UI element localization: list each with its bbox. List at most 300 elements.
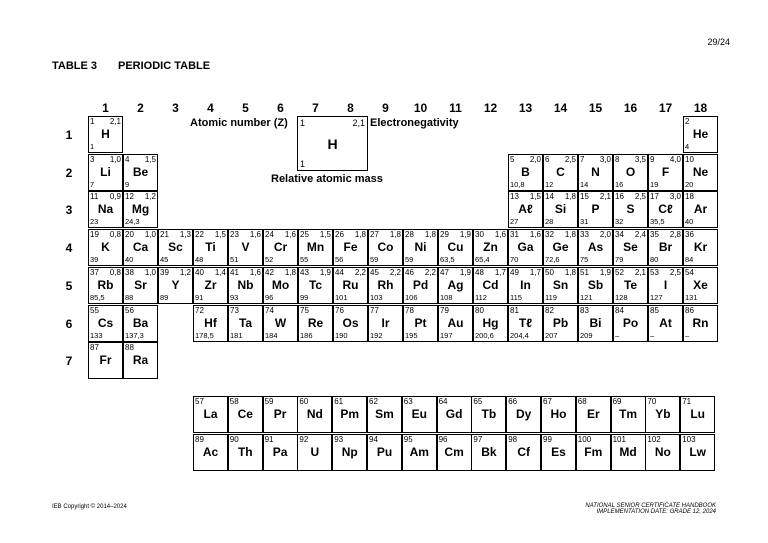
element-cell-Er xyxy=(576,396,611,433)
element-cell-Xe xyxy=(683,267,718,304)
atomic-mass: 115 xyxy=(510,292,522,302)
atomic-mass: 4 xyxy=(685,142,690,151)
atomic-number-label: Atomic number (Z) xyxy=(190,117,288,129)
element-cell-Be xyxy=(123,154,158,191)
atomic-mass: 101 xyxy=(335,292,348,302)
electronegativity: 2,0 xyxy=(529,154,541,164)
atomic-mass: 131 xyxy=(685,292,698,302)
element-symbol: Ir xyxy=(381,315,390,330)
atomic-number: 60 xyxy=(299,397,309,406)
element-cell-Ag xyxy=(438,267,473,304)
element-cell-Ru xyxy=(333,267,368,304)
atomic-number: 5 xyxy=(510,154,515,164)
element-symbol: Cu xyxy=(447,240,464,255)
atomic-number: 44 xyxy=(335,267,344,277)
element-symbol: Nd xyxy=(306,407,323,421)
atomic-number: 63 xyxy=(403,397,413,406)
atomic-number: 12 xyxy=(125,192,134,202)
electronegativity: 1,8 xyxy=(564,230,576,240)
element-cell-Cℓ xyxy=(648,191,683,228)
element-cell-Ce xyxy=(228,396,263,433)
period-number-6: 6 xyxy=(65,316,73,331)
element-cell-Ga xyxy=(508,229,543,266)
element-cell-Pa xyxy=(263,434,298,471)
atomic-mass: 209 xyxy=(580,330,593,340)
atomic-mass: 112 xyxy=(475,292,487,302)
element-symbol: Aℓ xyxy=(518,202,533,217)
atomic-number: 53 xyxy=(650,267,659,277)
element-cell-Fe xyxy=(333,229,368,266)
element-symbol: Pd xyxy=(412,277,429,292)
group-number-5: 5 xyxy=(242,101,249,115)
atomic-mass: 14 xyxy=(580,179,589,189)
element-cell-Hf xyxy=(193,305,228,342)
electronegativity: 1,3 xyxy=(179,230,191,240)
element-symbol: Xe xyxy=(693,277,708,292)
element-symbol: Th xyxy=(237,444,253,459)
handbook-line-1: NATIONAL SENIOR CERTIFICATE HANDBOOK xyxy=(585,503,716,509)
element-cell-Gd xyxy=(437,396,472,433)
atomic-number: 17 xyxy=(650,192,659,202)
atomic-number: 34 xyxy=(615,230,624,240)
element-symbol: Rh xyxy=(377,277,394,292)
legend-key-cell xyxy=(297,116,368,171)
electronegativity: 1,6 xyxy=(494,230,506,240)
element-symbol: Ge xyxy=(552,240,569,255)
atomic-mass: 80 xyxy=(650,255,659,265)
element-cell-Y xyxy=(158,267,193,304)
electronegativity: 1,8 xyxy=(424,230,436,240)
electronegativity: 1,8 xyxy=(564,192,576,202)
atomic-mass: 204,4 xyxy=(510,330,529,340)
element-symbol: Ra xyxy=(132,353,149,368)
page-number: 29/24 xyxy=(707,37,730,47)
electronegativity: 1,8 xyxy=(564,267,576,277)
element-symbol: Bi xyxy=(589,315,602,330)
electronegativity: 1,9 xyxy=(459,230,471,240)
handbook-title xyxy=(585,503,716,515)
atomic-number: 87 xyxy=(90,343,99,353)
atomic-mass: 79 xyxy=(615,255,624,265)
atomic-mass: 51 xyxy=(230,255,239,265)
group-number-16: 16 xyxy=(623,101,638,115)
atomic-number: 74 xyxy=(265,305,274,315)
element-symbol: Sn xyxy=(552,277,569,292)
element-symbol: S xyxy=(626,202,635,217)
element-cell-F xyxy=(648,154,683,191)
element-symbol: Hf xyxy=(204,315,217,330)
atomic-number: 3 xyxy=(90,154,95,164)
element-cell-Ti xyxy=(193,229,228,266)
element-symbol: Er xyxy=(586,407,600,421)
atomic-mass: 84 xyxy=(685,255,694,265)
element-symbol: No xyxy=(654,444,671,459)
element-symbol: Pu xyxy=(376,444,393,459)
element-symbol: Pa xyxy=(272,444,288,459)
element-symbol: Si xyxy=(554,202,567,217)
group-number-13: 13 xyxy=(518,101,533,115)
period-number-2: 2 xyxy=(65,165,73,180)
electronegativity: 2,2 xyxy=(389,267,401,277)
element-cell-P xyxy=(578,191,613,228)
element-symbol: Dy xyxy=(516,407,532,421)
electronegativity: 1,0 xyxy=(144,267,156,277)
atomic-mass: 59 xyxy=(405,255,414,265)
element-cell-Bi xyxy=(578,305,613,342)
atomic-number: 20 xyxy=(125,230,134,240)
atomic-mass: 184 xyxy=(265,330,278,340)
group-number-12: 12 xyxy=(483,101,498,115)
atomic-mass: 35,5 xyxy=(650,217,665,227)
atomic-number: 45 xyxy=(370,267,379,277)
element-symbol: Am xyxy=(409,444,429,459)
atomic-mass: 24,3 xyxy=(125,217,140,227)
atomic-mass: 10,8 xyxy=(510,179,525,189)
atomic-number: 54 xyxy=(685,267,694,277)
atomic-number: 11 xyxy=(90,192,99,202)
element-cell-Si xyxy=(543,191,578,228)
element-symbol: Fr xyxy=(99,353,112,368)
group-number-14: 14 xyxy=(553,101,568,115)
atomic-mass: 119 xyxy=(545,292,557,302)
atomic-number: 55 xyxy=(90,305,99,315)
atomic-mass: 121 xyxy=(580,292,593,302)
element-cell-H xyxy=(88,116,123,153)
element-cell-Rn xyxy=(683,305,718,342)
handbook-line-2: IMPLEMENTATION DATE: GRADE 12, 2024 xyxy=(596,509,716,515)
group-number-11: 11 xyxy=(449,101,462,115)
element-cell-Yb xyxy=(645,396,680,433)
period-number-4: 4 xyxy=(65,241,73,256)
atomic-number: 43 xyxy=(300,267,309,277)
element-cell-Np xyxy=(332,434,367,471)
element-cell-Ac xyxy=(193,434,228,471)
element-symbol: Mg xyxy=(131,202,150,217)
electronegativity: 1,8 xyxy=(389,230,401,240)
element-cell-He xyxy=(683,116,718,153)
atomic-number: 88 xyxy=(125,343,134,353)
atomic-number: 67 xyxy=(543,397,552,406)
element-symbol: Ni xyxy=(414,240,427,255)
element-cell-Re xyxy=(298,305,333,342)
atomic-mass: 70 xyxy=(510,255,519,265)
atomic-number: 21 xyxy=(160,230,169,240)
atomic-mass: 59 xyxy=(370,255,379,265)
atomic-number: 72 xyxy=(195,305,204,315)
atomic-mass: – xyxy=(650,330,655,340)
electronegativity: 4,0 xyxy=(669,154,681,164)
element-cell-Sb xyxy=(578,267,613,304)
element-cell-Es xyxy=(541,434,576,471)
element-cell-Ar xyxy=(683,191,718,228)
element-cell-Eu xyxy=(402,396,437,433)
atomic-number: 46 xyxy=(405,267,414,277)
electronegativity: 3,5 xyxy=(634,154,646,164)
electronegativity: 1,8 xyxy=(284,267,296,277)
atomic-number: 36 xyxy=(685,230,694,240)
atomic-number: 78 xyxy=(405,305,414,315)
element-cell-Rb xyxy=(88,267,123,304)
electronegativity: 0,8 xyxy=(109,230,121,240)
element-cell-Sc xyxy=(158,229,193,266)
element-symbol: Gd xyxy=(445,407,463,421)
electronegativity: 1,0 xyxy=(109,154,121,164)
element-cell-Ir xyxy=(368,305,403,342)
element-symbol: Li xyxy=(100,164,111,179)
atomic-number: 1 xyxy=(90,117,95,126)
element-cell-La xyxy=(193,396,228,433)
table-label: TABLE 3 xyxy=(52,60,98,72)
atomic-mass: 20 xyxy=(685,179,694,189)
element-symbol: Bk xyxy=(481,444,497,459)
electronegativity: 2,1 xyxy=(634,267,646,277)
atomic-number: 79 xyxy=(440,305,449,315)
element-cell-Pb xyxy=(543,305,578,342)
atomic-number: 47 xyxy=(440,267,449,277)
atomic-number: 103 xyxy=(682,434,696,444)
atomic-mass: – xyxy=(685,330,690,340)
atomic-mass: 75 xyxy=(580,255,589,265)
atomic-mass: 181 xyxy=(230,330,243,340)
element-symbol: O xyxy=(625,164,636,179)
element-symbol: Lw xyxy=(689,444,707,459)
atomic-mass: 178,5 xyxy=(195,330,214,340)
atomic-number: 90 xyxy=(229,434,239,444)
electronegativity: 2,4 xyxy=(634,230,646,240)
element-symbol: Ag xyxy=(447,277,464,292)
atomic-number: 96 xyxy=(438,434,448,444)
element-symbol: Np xyxy=(341,444,358,459)
atomic-mass: 133 xyxy=(90,330,103,340)
atomic-number: 66 xyxy=(508,397,518,406)
element-cell-Po xyxy=(613,305,648,342)
element-symbol: Rb xyxy=(97,277,114,292)
element-symbol: Pr xyxy=(273,407,287,421)
atomic-number: 86 xyxy=(685,305,694,315)
element-symbol: Cℓ xyxy=(658,202,673,217)
atomic-mass: 7 xyxy=(90,179,95,189)
element-cell-Ba xyxy=(123,305,158,342)
atomic-mass: 91 xyxy=(195,292,204,302)
atomic-mass: 128 xyxy=(615,292,628,302)
atomic-number: 31 xyxy=(510,230,519,240)
group-number-9: 9 xyxy=(382,101,389,115)
atomic-number: 48 xyxy=(475,267,484,277)
atomic-mass: 65,4 xyxy=(475,255,490,265)
element-cell-N xyxy=(578,154,613,191)
group-number-3: 3 xyxy=(172,101,179,115)
element-symbol: Cr xyxy=(273,240,288,255)
atomic-mass: 88 xyxy=(125,292,134,302)
element-symbol: Br xyxy=(658,240,673,255)
element-symbol: Tc xyxy=(308,277,323,292)
atomic-number: 28 xyxy=(405,230,414,240)
element-symbol: Pm xyxy=(340,407,360,421)
electronegativity: 2,8 xyxy=(669,230,681,240)
atomic-mass: 40 xyxy=(125,255,134,265)
atomic-number: 4 xyxy=(125,154,130,164)
atomic-number: 2 xyxy=(685,117,690,126)
atomic-number: 10 xyxy=(685,154,694,164)
electronegativity: 1,5 xyxy=(214,230,226,240)
element-symbol: Eu xyxy=(411,407,427,421)
atomic-mass: 19 xyxy=(650,179,659,189)
element-cell-Ne xyxy=(683,154,718,191)
element-symbol: Cs xyxy=(97,315,114,330)
atomic-mass: 28 xyxy=(545,217,554,227)
atomic-number: 80 xyxy=(475,305,484,315)
table-title: PERIODIC TABLE xyxy=(118,60,211,72)
electronegativity: 2,1 xyxy=(599,192,611,202)
element-cell-B xyxy=(508,154,543,191)
element-symbol: F xyxy=(661,164,670,179)
element-cell-Md xyxy=(611,434,646,471)
atomic-number: 49 xyxy=(510,267,519,277)
element-cell-Cr xyxy=(263,229,298,266)
atomic-mass: 31 xyxy=(580,217,589,227)
atomic-mass: 190 xyxy=(335,330,348,340)
legend-atomic-number: 1 xyxy=(300,118,306,128)
element-cell-Mn xyxy=(298,229,333,266)
element-cell-Pm xyxy=(332,396,367,433)
element-symbol: Ca xyxy=(132,240,149,255)
atomic-number: 38 xyxy=(125,267,134,277)
atomic-number: 84 xyxy=(615,305,624,315)
atomic-number: 77 xyxy=(370,305,379,315)
element-cell-Lu xyxy=(680,396,715,433)
atomic-mass: 23 xyxy=(90,217,99,227)
element-cell-I xyxy=(648,267,683,304)
element-cell-Ta xyxy=(228,305,263,342)
element-symbol: Kr xyxy=(693,240,708,255)
atomic-number: 93 xyxy=(334,434,344,444)
electronegativity: 1,2 xyxy=(179,267,191,277)
element-cell-Mg xyxy=(123,191,158,228)
copyright-notice: IEB Copyright © 2014–2024 xyxy=(52,504,127,510)
element-symbol: Mn xyxy=(306,240,325,255)
element-cell-W xyxy=(263,305,298,342)
electronegativity: 2,0 xyxy=(599,230,611,240)
atomic-number: 50 xyxy=(545,267,554,277)
atomic-mass: 63,5 xyxy=(440,255,455,265)
atomic-mass: 55 xyxy=(300,255,309,265)
element-symbol: Tℓ xyxy=(518,315,533,330)
atomic-mass: 45 xyxy=(160,255,169,265)
electronegativity-label: Electronegativity xyxy=(370,117,459,129)
atomic-mass: 56 xyxy=(335,255,344,265)
atomic-mass: 1 xyxy=(90,142,95,151)
electronegativity: 1,4 xyxy=(214,267,226,277)
atomic-mass: 93 xyxy=(230,292,239,302)
atomic-number: 41 xyxy=(230,267,239,277)
atomic-number: 25 xyxy=(300,230,309,240)
atomic-number: 69 xyxy=(612,397,622,406)
atomic-number: 97 xyxy=(473,434,483,444)
atomic-number: 8 xyxy=(615,154,620,164)
element-symbol: V xyxy=(241,240,250,255)
period-number-1: 1 xyxy=(65,128,73,142)
atomic-mass: 72,6 xyxy=(545,255,560,265)
electronegativity: 2,2 xyxy=(424,267,436,277)
element-symbol: At xyxy=(659,315,672,330)
element-symbol: Cm xyxy=(444,444,464,459)
element-cell-Sn xyxy=(543,267,578,304)
element-symbol: Ac xyxy=(202,444,219,459)
atomic-number: 62 xyxy=(369,397,378,406)
atomic-mass: 197 xyxy=(440,330,453,340)
legend-mass: 1 xyxy=(300,159,306,169)
atomic-number: 94 xyxy=(369,434,378,444)
electronegativity: 2,1 xyxy=(109,117,121,126)
element-symbol: Re xyxy=(307,315,324,330)
atomic-number: 68 xyxy=(577,397,587,406)
atomic-number: 89 xyxy=(195,434,204,444)
atomic-number: 56 xyxy=(125,305,134,315)
element-cell-Sm xyxy=(367,396,402,433)
atomic-number: 24 xyxy=(265,230,274,240)
element-symbol: N xyxy=(591,164,600,179)
atomic-mass: 99 xyxy=(300,292,309,302)
element-symbol: Fm xyxy=(584,444,603,459)
element-cell-Nd xyxy=(297,396,332,433)
element-cell-Br xyxy=(648,229,683,266)
element-cell-Pt xyxy=(403,305,438,342)
atomic-number: 98 xyxy=(508,434,518,444)
atomic-number: 14 xyxy=(545,192,554,202)
electronegativity: 0,8 xyxy=(109,267,121,277)
element-symbol: Co xyxy=(377,240,394,255)
element-cell-Am xyxy=(402,434,437,471)
atomic-number: 16 xyxy=(615,192,624,202)
electronegativity: 1,7 xyxy=(494,267,506,277)
group-number-10: 10 xyxy=(413,101,428,115)
atomic-mass: 85,5 xyxy=(90,292,105,302)
element-symbol: Ba xyxy=(132,315,149,330)
electronegativity: 1,6 xyxy=(284,230,296,240)
electronegativity: 2,5 xyxy=(564,154,576,164)
atomic-number: 57 xyxy=(195,397,204,406)
atomic-number: 76 xyxy=(335,305,344,315)
atomic-number: 30 xyxy=(475,230,484,240)
atomic-mass: 106 xyxy=(405,292,418,302)
element-symbol: Sr xyxy=(134,277,147,292)
element-cell-Fr xyxy=(88,342,123,379)
element-symbol: Sm xyxy=(375,407,394,421)
atomic-mass: – xyxy=(615,330,620,340)
atomic-number: 91 xyxy=(264,434,274,444)
electronegativity: 1,6 xyxy=(249,230,261,240)
element-symbol: Es xyxy=(551,444,566,459)
atomic-number: 19 xyxy=(90,230,99,240)
element-cell-Na xyxy=(88,191,123,228)
element-cell-Pd xyxy=(403,267,438,304)
atomic-mass: 186 xyxy=(300,330,313,340)
element-cell-Cu xyxy=(438,229,473,266)
atomic-number: 33 xyxy=(580,230,589,240)
element-symbol: Zn xyxy=(483,240,498,255)
element-symbol: Zr xyxy=(204,277,217,292)
element-cell-Ra xyxy=(123,342,158,379)
element-cell-Hg xyxy=(473,305,508,342)
element-symbol: Se xyxy=(623,240,638,255)
element-symbol: Ce xyxy=(237,407,253,421)
element-cell-In xyxy=(508,267,543,304)
atomic-number: 99 xyxy=(543,434,552,444)
electronegativity: 0,9 xyxy=(109,192,121,202)
atomic-mass: 27 xyxy=(510,217,519,227)
atomic-mass: 127 xyxy=(650,292,663,302)
atomic-mass: 137,3 xyxy=(125,330,144,340)
